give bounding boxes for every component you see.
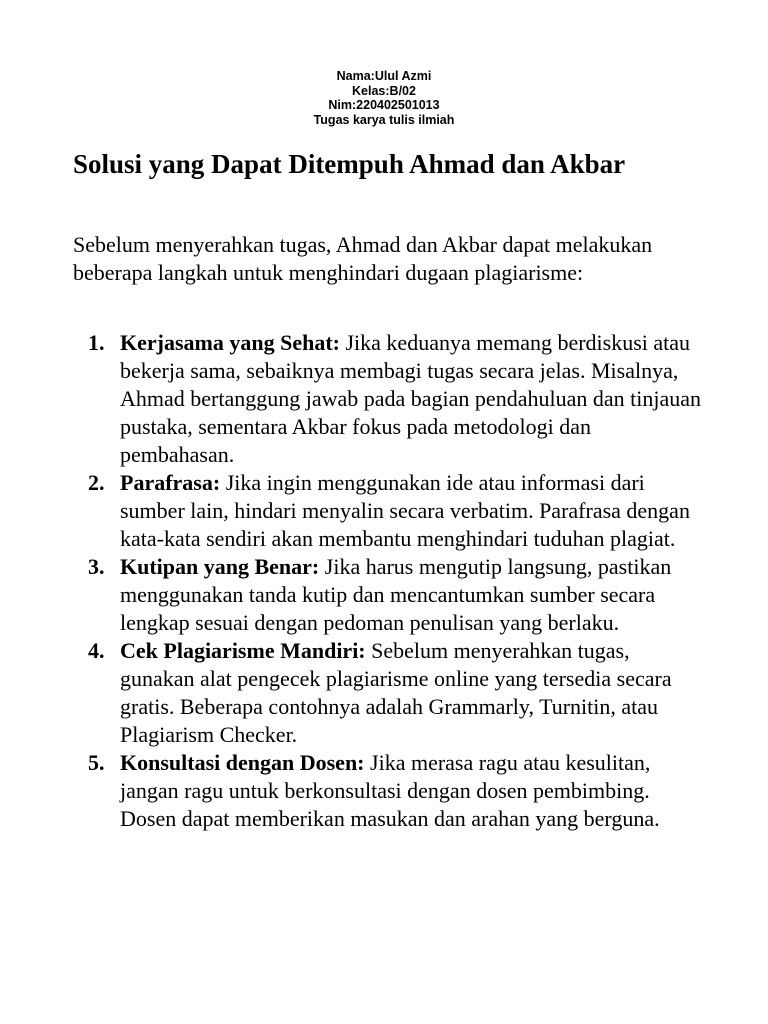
list-item-number: 5.	[88, 750, 105, 775]
student-name: Nama:Ulul Azmi	[336, 69, 432, 83]
list-item-text: Jika ingin menggunakan ide atau informasi dari sumber lain, hindari menyalin secara verbatim. Parafrasa dengan kata-kata sendiri akan membantu menghindari tuduhan plagiat.	[120, 470, 690, 551]
intro-paragraph: Sebelum menyerahkan tugas, Ahmad dan Akbar dapat melakukan beberapa langkah untuk menghindari dugaan plagiarisme:	[73, 232, 653, 285]
list-item	[74, 749, 704, 833]
student-id: Nim:220402501013	[328, 98, 440, 112]
list-item-number: 3.	[88, 554, 105, 579]
document-title: Solusi yang Dapat Ditempuh Ahmad dan Akbar	[73, 149, 626, 179]
list-item	[74, 553, 704, 637]
list-item-text: Jika merasa ragu atau kesulitan, jangan ragu untuk berkonsultasi dengan dosen pembimbing. Dosen dapat memberikan masukan dan arahan yang berguna.	[120, 750, 660, 831]
list-item-number: 4.	[88, 638, 105, 663]
document-header	[0, 69, 768, 127]
list-item-number: 1.	[88, 330, 105, 355]
list-item-term: Kutipan yang Benar:	[120, 554, 320, 579]
list-item-text: Jika harus mengutip langsung, pastikan menggunakan tanda kutip dan mencantumkan sumber secara lengkap sesuai dengan pedoman penulisan yang berlaku.	[120, 554, 672, 635]
list-item-term: Cek Plagiarisme Mandiri:	[120, 638, 366, 663]
list-item	[74, 469, 704, 553]
list-item	[74, 637, 704, 749]
list-item-term: Parafrasa:	[120, 470, 221, 495]
list-item-number: 2.	[88, 470, 105, 495]
list-item	[74, 329, 704, 469]
list-item-term: Konsultasi dengan Dosen:	[120, 750, 365, 775]
list-item-text: Sebelum menyerahkan tugas, gunakan alat pengecek plagiarisme online yang tersedia secara gratis. Beberapa contohnya adalah Grammarly, Turnitin, atau Plagiarism Checker.	[120, 638, 672, 747]
list-item-term: Kerjasama yang Sehat:	[120, 330, 340, 355]
assignment-title: Tugas karya tulis ilmiah	[313, 112, 455, 127]
solution-list	[74, 329, 704, 833]
student-class: Kelas:B/02	[352, 83, 416, 98]
list-item-text: Jika keduanya memang berdiskusi atau bekerja sama, sebaiknya membagi tugas secara jelas. Misalnya, Ahmad bertanggung jawab pada bagian pendahuluan dan tinjauan pustaka, sementara Akbar fokus pada metodologi dan pembahasan.	[120, 330, 701, 467]
